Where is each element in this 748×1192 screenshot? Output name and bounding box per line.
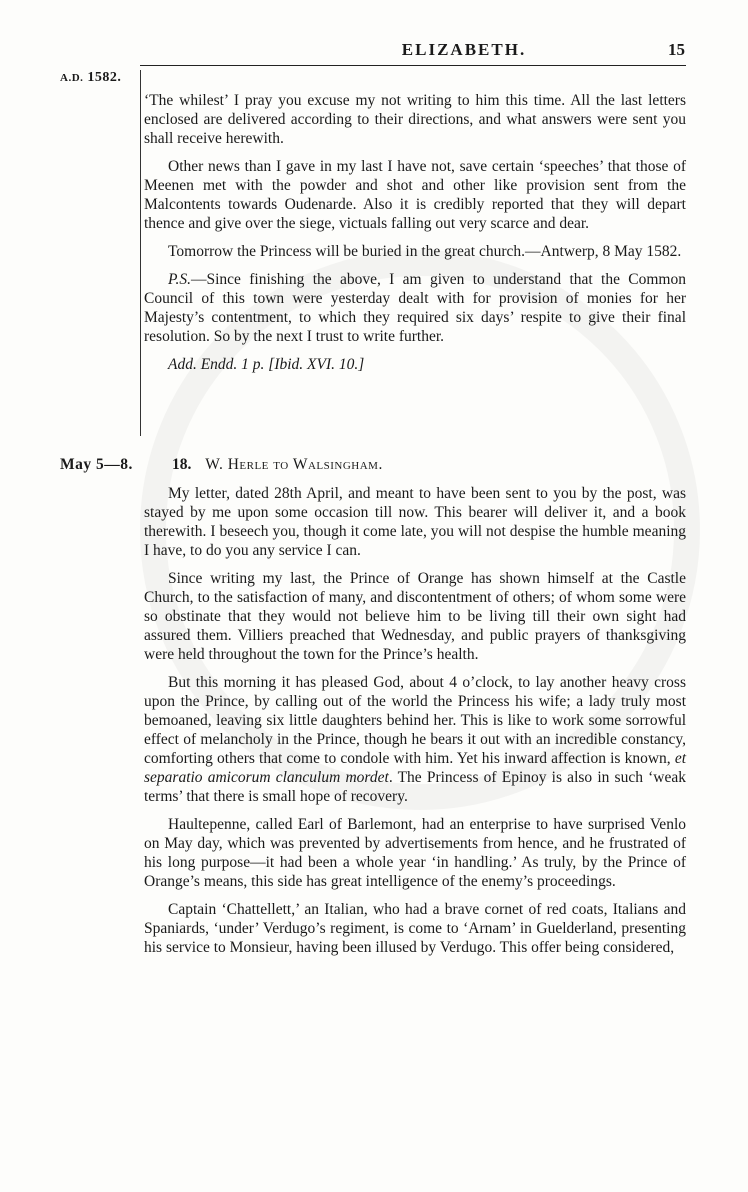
latin-quote: et separatio amicorum clanculum mordet: [144, 750, 686, 786]
endorsement: Add. Endd. 1 p. [Ibid. XVI. 10.]: [168, 356, 365, 373]
text-span: . The Princess of Epinoy is also in such ‘weak terms’ that there is small hope of recovery.: [144, 769, 686, 805]
paragraph: Other news than I gave in my last I have not, save certain ‘speeches’ that those of Meenen met with the powder and shot and other like provision sent from the Malcontents towards Oudenarde. Also it is credibly reported that they will depart thence and give over the siege, victuals falling out very scarce and dear.: [144, 158, 686, 232]
paragraph: My letter, dated 28th April, and meant to have been sent to you by the post, was stayed by me upon some occasion till now. This bearer will deliver it, and a book therewith. I beseech you, though it come late, you will not despise the humble meaning I have, to do you any service I can.: [144, 485, 686, 559]
margin-rule: [140, 70, 141, 436]
page-number: 15: [668, 40, 685, 59]
entry-date: May 5—8.: [60, 456, 133, 473]
margin-year: [60, 70, 121, 86]
paragraph: Captain ‘Chattellett,’ an Italian, who had a brave cornet of red coats, Italians and Spaniards, ‘under’ Verdugo’s regiment, is come to ‘Arnam’ in Guelderland, presenting his service to Monsieur, having been illused by Verdugo. This offer being considered,: [144, 901, 686, 956]
ps-label: P.S.: [168, 271, 191, 288]
year-prefix: A.D.: [60, 72, 84, 84]
ps-text: —Since finishing the above, I am given to understand that the Common Council of this town were yesterday dealt with for provision of monies for her Majesty’s contentment, to which they required six days’ respite to give their final resolution. So by the next I trust to write further.: [144, 271, 686, 345]
entry-body: [144, 484, 686, 957]
entry-title: W. Herle to Walsingham.: [205, 456, 383, 473]
entry-number: 18.: [172, 456, 192, 473]
year-value: 1582.: [87, 70, 122, 85]
paragraph: Since writing my last, the Prince of Orange has shown himself at the Castle Church, to the satisfaction of many, and discontentment of others; of whom some were so obstinate that they would not believe him to be living till their own sight had assured them. Villiers preached that Wednesday, and public prayers of thanksgiving were held throughout the town for the Prince’s health.: [144, 570, 686, 663]
paragraph: [144, 673, 686, 806]
paragraph: Haultepenne, called Earl of Barlemont, had an enterprise to have surprised Venlo on May day, which was prevented by advertisements from hence, and he frustrated of his long purpose—it had been a whole year ‘in handling.’ As truly, by the Prince of Orange’s means, this side has great intelligence of the enemy’s proceedings.: [144, 816, 686, 890]
postscript: [144, 270, 686, 346]
running-head: ELIZABETH.: [401, 40, 527, 59]
text-span: But this morning it has pleased God, about 4 o’clock, to lay another heavy cross upon the Prince, by calling out of the world the Princess his wife; a lady truly most bemoaned, leaving six little daughters behind her. This is like to work some sorrowful effect of melancholy in the Prince, though he bears it out with an incredible constancy, comforting others that come to condole with him. Yet his inward affection is known,: [144, 674, 686, 767]
header-rule: [140, 65, 686, 66]
letter-continuation: [144, 91, 686, 374]
entry-heading: [172, 456, 383, 474]
paragraph: ‘The whilest’ I pray you excuse my not writing to him this time. All the last letters enclosed are delivered according to their directions, and what answers were sent you shall receive herewith.: [144, 92, 686, 147]
paragraph: Tomorrow the Princess will be buried in the great church.—Antwerp, 8 May 1582.: [168, 243, 682, 260]
